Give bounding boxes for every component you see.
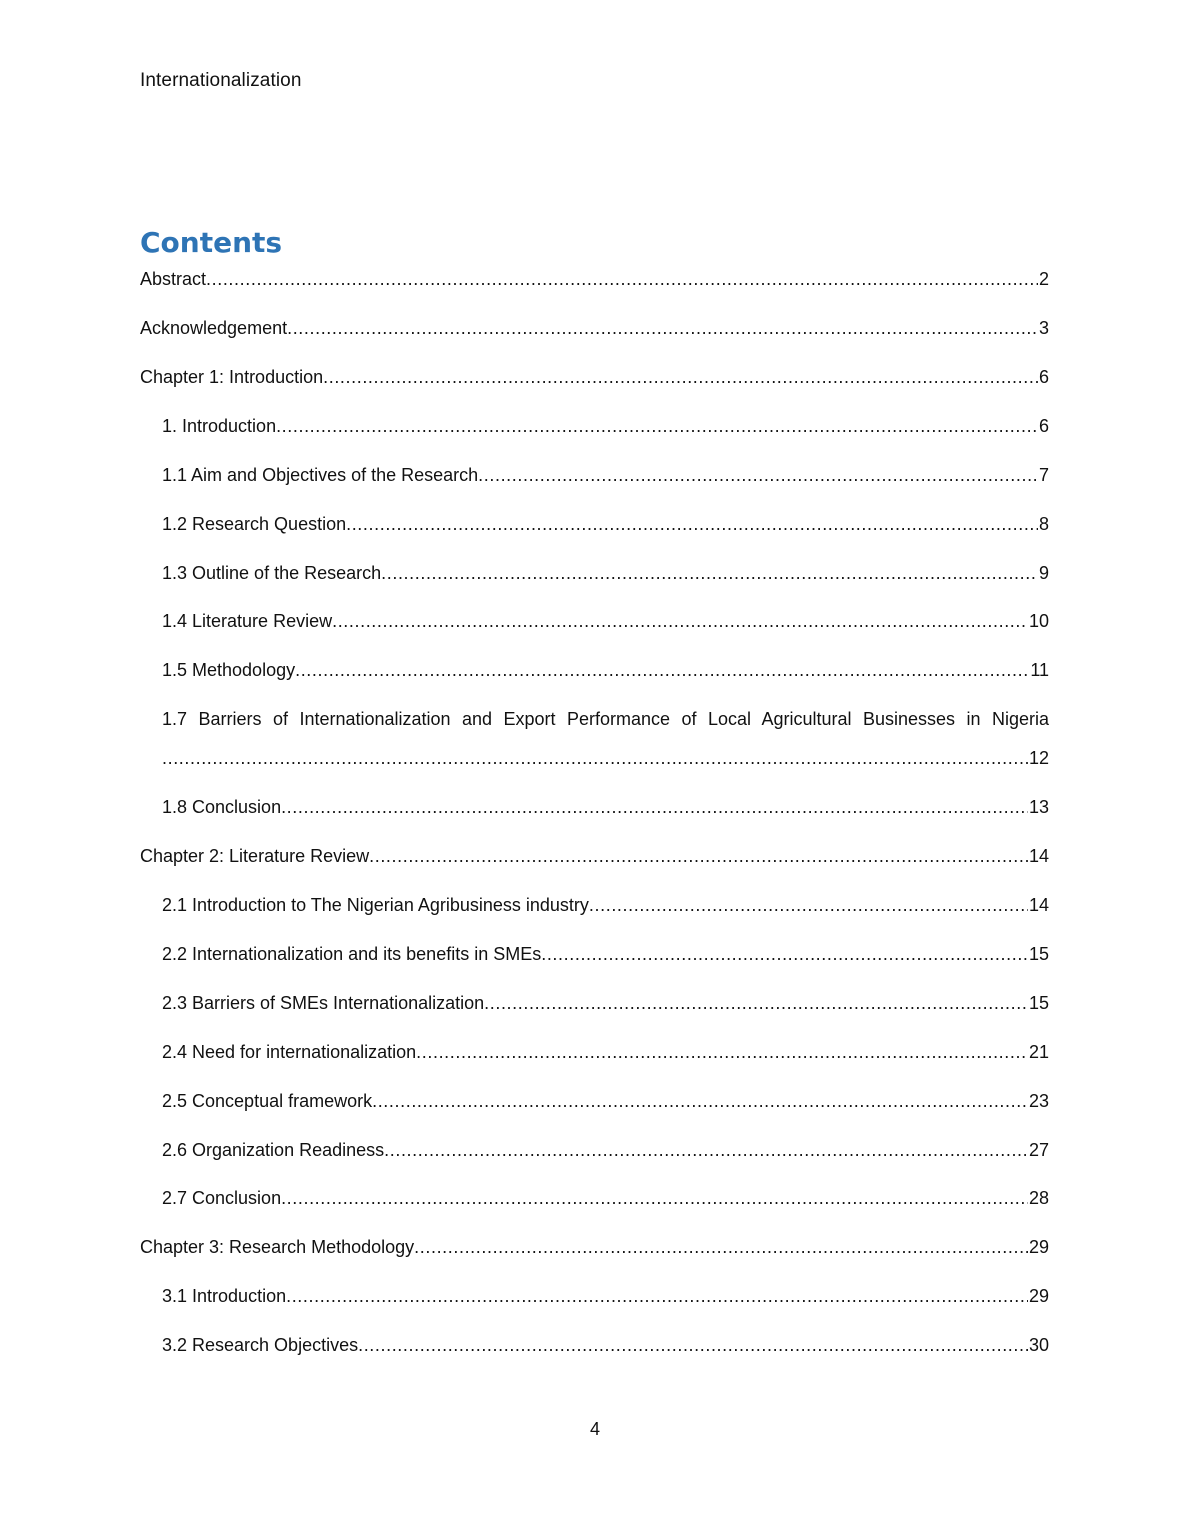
toc-entry-acknowledgement[interactable] bbox=[140, 316, 1049, 340]
toc-entry-label: 1. Introduction bbox=[162, 416, 277, 436]
toc-entry-page: 11 bbox=[1030, 660, 1049, 680]
toc-entry-page: 23 bbox=[1028, 1091, 1049, 1111]
toc-entry-label: 3.2 Research Objectives bbox=[162, 1335, 359, 1355]
toc-entry-page: 6 bbox=[1038, 367, 1049, 387]
toc-entry-1-3[interactable] bbox=[162, 561, 1049, 585]
dot-leader bbox=[332, 609, 1028, 633]
toc-entry-label: 1.3 Outline of the Research bbox=[162, 563, 382, 583]
toc-entry-label: 1.1 Aim and Objectives of the Research bbox=[162, 465, 479, 485]
toc-entry-label: 2.7 Conclusion bbox=[162, 1188, 282, 1208]
toc-entry-label: 3.1 Introduction bbox=[162, 1286, 287, 1306]
toc-entry-page: 30 bbox=[1028, 1335, 1049, 1355]
toc-entry-label: 1.2 Research Question bbox=[162, 514, 347, 534]
page-number: 4 bbox=[589, 1419, 600, 1439]
dot-leader bbox=[589, 893, 1028, 917]
dot-leader bbox=[162, 746, 1028, 770]
dot-leader bbox=[484, 991, 1028, 1015]
toc-entry-label: Acknowledgement bbox=[140, 318, 288, 338]
toc-entry-page: 12 bbox=[1028, 748, 1049, 768]
toc-entry-chapter-1[interactable] bbox=[140, 365, 1049, 389]
toc-entry-page: 10 bbox=[1028, 611, 1049, 631]
toc-entry-1-2[interactable] bbox=[162, 512, 1049, 536]
toc-entry-label: 1.4 Literature Review bbox=[162, 611, 333, 631]
toc-entry-label: Chapter 3: Research Methodology bbox=[140, 1237, 415, 1257]
toc-entry-page: 28 bbox=[1028, 1188, 1049, 1208]
toc-entry-chapter-3[interactable] bbox=[140, 1235, 1049, 1259]
toc-entry-page: 13 bbox=[1028, 797, 1049, 817]
toc-entry-abstract[interactable] bbox=[140, 267, 1049, 291]
toc-title: Contents bbox=[140, 226, 283, 259]
dot-leader bbox=[286, 1284, 1028, 1308]
toc-entry-label: 2.3 Barriers of SMEs Internationalization bbox=[162, 993, 485, 1013]
toc-entry-label: 2.1 Introduction to The Nigerian Agribusiness industry bbox=[162, 895, 589, 915]
toc-entry-1-8[interactable] bbox=[162, 795, 1049, 819]
dot-leader bbox=[372, 1089, 1028, 1113]
dot-leader bbox=[346, 512, 1038, 536]
toc-entry-label: Abstract bbox=[140, 269, 207, 289]
toc-entry-page: 21 bbox=[1028, 1042, 1049, 1062]
toc-entry-page: 14 bbox=[1028, 846, 1049, 866]
toc-entry-2-6[interactable] bbox=[162, 1138, 1049, 1162]
toc-entry-page: 9 bbox=[1038, 563, 1049, 583]
dot-leader bbox=[276, 414, 1038, 438]
toc-entry-page: 7 bbox=[1038, 465, 1049, 485]
toc-entry-page: 15 bbox=[1028, 944, 1049, 964]
toc-entry-page: 2 bbox=[1038, 269, 1049, 289]
toc-entry-1-introduction[interactable] bbox=[162, 414, 1049, 438]
toc-entry-3-2[interactable] bbox=[162, 1333, 1049, 1357]
toc-entry-2-5[interactable] bbox=[162, 1089, 1049, 1113]
dot-leader bbox=[281, 795, 1028, 819]
toc-entry-page: 29 bbox=[1028, 1237, 1049, 1257]
toc-entry-label: 2.2 Internationalization and its benefits in SMEs bbox=[162, 944, 542, 964]
toc-entry-1-7-label[interactable]: 1.7 Barriers of Internationalization and Export Performance of Local Agricultural Businesses in Nigeria bbox=[162, 709, 1049, 729]
dot-leader bbox=[541, 942, 1028, 966]
dot-leader bbox=[281, 1186, 1028, 1210]
toc-entry-page: 14 bbox=[1028, 895, 1049, 915]
toc-entry-page: 6 bbox=[1038, 416, 1049, 436]
toc-entry-label: 2.4 Need for internationalization bbox=[162, 1042, 417, 1062]
dot-leader bbox=[478, 463, 1038, 487]
toc-entry-label: Chapter 1: Introduction bbox=[140, 367, 324, 387]
dot-leader bbox=[369, 844, 1028, 868]
toc-entry-2-1[interactable] bbox=[162, 893, 1049, 917]
toc-entry-chapter-2[interactable] bbox=[140, 844, 1049, 868]
toc-entry-label: 2.6 Organization Readiness bbox=[162, 1140, 385, 1160]
toc-entry-3-1[interactable] bbox=[162, 1284, 1049, 1308]
toc-entry-label: 2.5 Conceptual framework bbox=[162, 1091, 373, 1111]
toc-entry-page: 3 bbox=[1038, 318, 1049, 338]
toc-entry-2-3[interactable] bbox=[162, 991, 1049, 1015]
toc-entry-page: 27 bbox=[1028, 1140, 1049, 1160]
dot-leader bbox=[287, 316, 1038, 340]
dot-leader bbox=[206, 267, 1038, 291]
toc-entry-1-7[interactable] bbox=[162, 746, 1049, 770]
toc-entry-1-1[interactable] bbox=[162, 463, 1049, 487]
toc-entry-page: 15 bbox=[1028, 993, 1049, 1013]
toc-entry-page: 8 bbox=[1038, 514, 1049, 534]
dot-leader bbox=[414, 1235, 1028, 1259]
toc-entry-2-4[interactable] bbox=[162, 1040, 1049, 1064]
dot-leader bbox=[416, 1040, 1028, 1064]
dot-leader bbox=[358, 1333, 1028, 1357]
dot-leader bbox=[384, 1138, 1028, 1162]
dot-leader bbox=[323, 365, 1038, 389]
toc-entry-1-5[interactable] bbox=[162, 658, 1049, 682]
toc-entry-label: 1.5 Methodology bbox=[162, 660, 296, 680]
toc-entry-page: 29 bbox=[1028, 1286, 1049, 1306]
toc-entry-2-7[interactable] bbox=[162, 1186, 1049, 1210]
toc-entry-2-2[interactable] bbox=[162, 942, 1049, 966]
dot-leader bbox=[295, 658, 1029, 682]
toc-entry-1-4[interactable] bbox=[162, 609, 1049, 633]
toc-entry-label: Chapter 2: Literature Review bbox=[140, 846, 370, 866]
running-header: Internationalization bbox=[140, 70, 302, 91]
dot-leader bbox=[381, 561, 1038, 585]
toc-entry-label: 1.8 Conclusion bbox=[162, 797, 282, 817]
